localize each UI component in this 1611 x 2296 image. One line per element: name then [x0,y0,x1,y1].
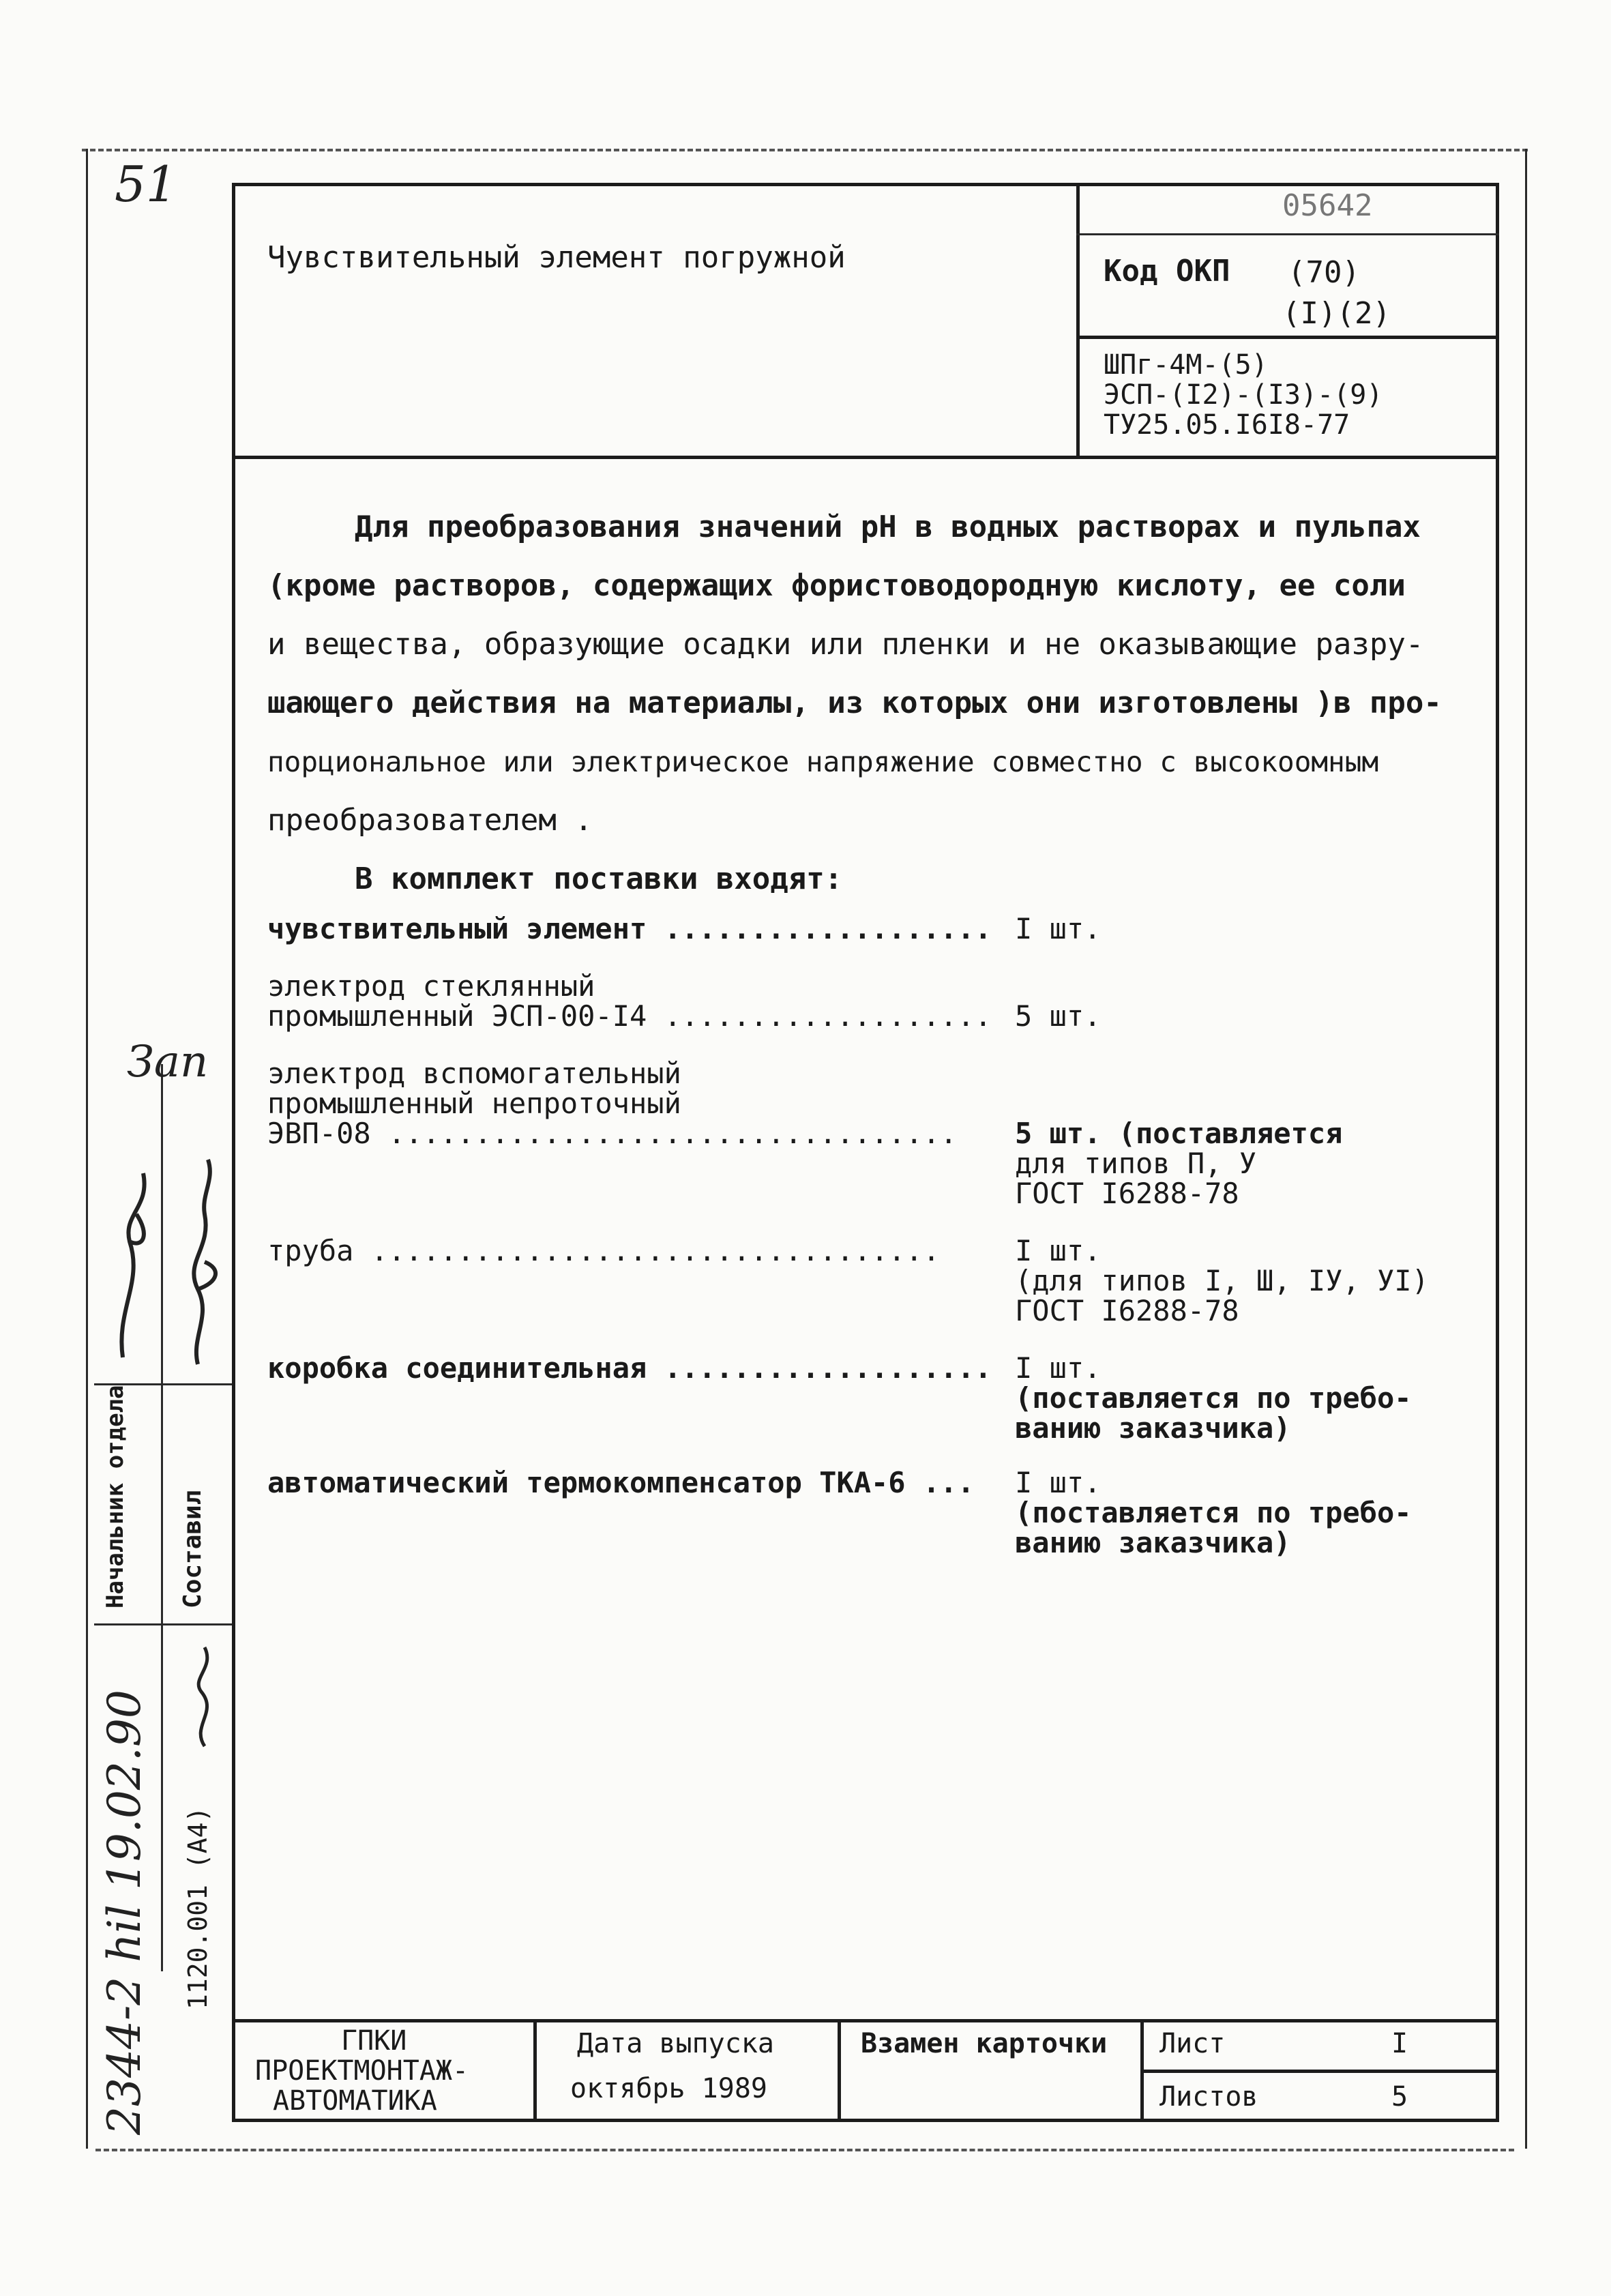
delivery-item-name: промышленный ЭСП-00-I4 ................... [267,999,992,1033]
title-block-divider [533,2019,537,2119]
delivery-item-qty: (для типов I, Ш, IУ, УI) [1015,1264,1429,1297]
author-label: Составил [179,1490,207,1608]
sheets-count: 5 [1391,2081,1408,2113]
delivery-item-qty: (поставляется по требо- [1015,1496,1412,1529]
description-line: Для преобразования значений pH в водных растворах и пульпах [355,510,1421,544]
organization-line: АВТОМАТИКА [273,2085,437,2117]
delivery-item-qty: 5 шт. [1015,999,1102,1033]
handwritten-note: Зап [127,1037,209,1087]
header-okp-divider [1076,336,1499,339]
page-number: 51 [115,156,177,213]
delivery-intro: В комплект поставки входят: [355,862,843,896]
frame-right [1496,183,1499,2119]
scan-edge-top [82,149,1528,151]
title-block-sheet-divider [1140,2070,1499,2073]
head-of-department-label: Начальник отдела [102,1385,129,1608]
delivery-item-qty: I шт. [1015,1466,1102,1499]
okp-code-line2: (I)(2) [1282,296,1391,331]
delivery-item-qty: ГОСТ I6288-78 [1015,1294,1239,1327]
designation-line2: ЭСП-(I2)-(I3)-(9) [1104,379,1383,411]
replaces-card-label: Взамен карточки [861,2028,1108,2059]
delivery-item-name: коробка соединительная ................... [267,1351,992,1385]
delivery-item-name: труба ................................. [267,1234,941,1267]
description-line: (кроме растворов, содержащих фористоводородную кислоту, ее соли [267,568,1406,603]
margin-divider [94,1623,232,1625]
author-signature [184,1637,225,1753]
scan-edge-left [86,149,88,2149]
delivery-item-name: чувствительный элемент ................... [267,912,992,945]
sheet-label: Лист [1159,2028,1226,2059]
title-block-divider [838,2019,841,2119]
delivery-item-qty: ванию заказчика) [1015,1526,1291,1559]
header-divider [232,456,1499,459]
card-title: Чувствительный элемент погружной [267,240,846,275]
delivery-item-qty: 5 шт. (поставляется [1015,1117,1343,1150]
okp-label: Код ОКП [1104,254,1230,289]
delivery-item-qty: ванию заказчика) [1015,1411,1291,1445]
delivery-item-name: автоматический термокомпенсатор ТКА-6 ... [267,1466,975,1499]
delivery-item-name: промышленный непроточный [267,1087,681,1120]
handwritten-date: 2344-2 hil 19.02.90 [98,1690,151,2135]
delivery-item-qty: для типов П, У [1015,1147,1257,1180]
delivery-item-qty: ГОСТ I6288-78 [1015,1177,1239,1210]
sheet-number: I [1391,2028,1408,2059]
delivery-item-qty: I шт. [1015,1351,1102,1385]
okp-code-line1: (70) [1288,255,1360,290]
delivery-item-name: электрод стеклянный [267,969,595,1003]
delivery-item-name: электрод вспомогательный [267,1057,681,1090]
frame-top [232,183,1499,186]
organization-line: ГПКИ [341,2025,407,2057]
frame-bottom [232,2119,1499,2122]
delivery-item-qty: (поставляется по требо- [1015,1381,1412,1415]
scan-edge-right [1525,149,1527,2149]
description-line: шающего действия на материалы, из которых они изготовлены )в про- [267,686,1442,720]
release-date-value: октябрь 1989 [570,2073,767,2104]
delivery-item-qty: I шт. [1015,912,1102,945]
scan-edge-bottom [95,2149,1514,2151]
title-block-divider [1140,2019,1144,2119]
delivery-item-qty: I шт. [1015,1234,1102,1267]
archive-code: 1120.001 (А4) [183,1806,213,2010]
sheets-label: Листов [1159,2081,1258,2113]
description-line: и вещества, образующие осадки или пленки и не оказывающие разру- [267,627,1424,662]
release-date-label: Дата выпуска [577,2028,774,2059]
catalog-number: 05642 [1282,188,1373,223]
header-column-divider [1076,183,1080,456]
delivery-item-name: ЭВП-08 ................................. [267,1117,958,1150]
description-line: порциональное или электрическое напряжение совместно с высокоомным [267,746,1379,778]
title-block-top [232,2019,1499,2022]
designation-line1: ШПг-4М-(5) [1104,349,1268,381]
frame-left [232,183,235,2119]
description-line: преобразователем . [267,803,593,838]
designation-line3: ТУ25.05.I6I8-77 [1104,409,1350,441]
header-catalog-divider [1076,233,1499,235]
signatures [95,1132,232,1378]
organization-line: ПРОЕКТМОНТАЖ- [255,2055,469,2087]
